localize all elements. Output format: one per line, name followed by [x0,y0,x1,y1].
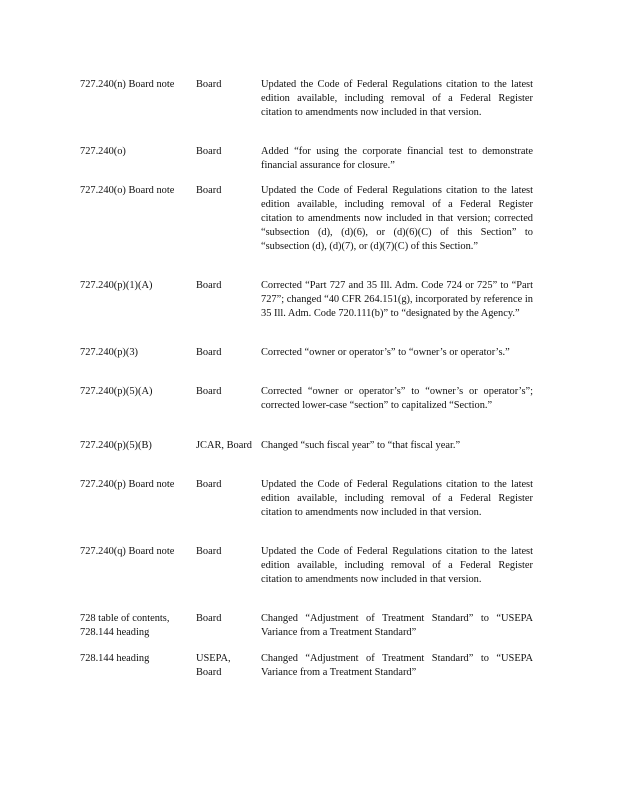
change-description: Changed “Adjustment of Treatment Standard” to “USEPA Variance from a Treatment Standard” [261,613,536,638]
change-source: JCAR, Board [196,440,252,451]
change-source: Board [196,613,222,624]
change-source: USEPA, Board [196,653,234,678]
section-reference: 728 table of contents, 728.144 heading [80,613,173,638]
change-description: Changed “Adjustment of Treatment Standard” to “USEPA Variance from a Treatment Standard” [261,653,536,678]
change-source: Board [196,347,222,358]
section-reference: 727.240(p)(5)(B) [80,440,152,451]
change-source: Board [196,79,222,90]
section-reference: 727.240(q) Board note [80,546,175,557]
change-source: Board [196,185,222,196]
section-reference: 727.240(n) Board note [80,79,175,90]
section-reference: 727.240(p)(1)(A) [80,280,153,291]
change-source: Board [196,280,222,291]
change-source: Board [196,386,222,397]
section-reference: 727.240(p)(3) [80,347,139,358]
change-source: Board [196,146,222,157]
section-reference: 727.240(o) [80,146,126,157]
change-description: Updated the Code of Federal Regulations citation to the latest edition available, including removal of a Federal Register citation to amendments now included in that version. [261,79,536,118]
change-description: Corrected “owner or operator’s” to “owner’s or operator’s.” [261,347,510,358]
section-reference: 727.240(p)(5)(A) [80,386,153,397]
section-reference: 727.240(o) Board note [80,185,175,196]
change-description: Corrected “Part 727 and 35 Ill. Adm. Code 724 or 725” to “Part 727”; changed “40 CFR 264.151(g), incorporated by reference in 35 Ill. Adm. Code 720.111(b)” to “designated by the Agency.” [261,280,536,319]
section-reference: 727.240(p) Board note [80,479,175,490]
change-description: Changed “such fiscal year” to “that fiscal year.” [261,440,461,451]
change-description: Corrected “owner or operator’s” to “owner’s or operator’s”; corrected lower-case “section” to capitalized “Section.” [261,386,536,411]
change-description: Updated the Code of Federal Regulations citation to the latest edition available, including removal of a Federal Register citation to amendments now included in that version. [261,546,536,585]
change-description: Added “for using the corporate financial test to demonstrate financial assurance for closure.” [261,146,536,171]
change-source: Board [196,479,222,490]
change-description: Updated the Code of Federal Regulations citation to the latest edition available, including removal of a Federal Register citation to amendments now included in that version. [261,479,536,518]
change-source: Board [196,546,222,557]
section-reference: 728.144 heading [80,653,150,664]
change-description: Updated the Code of Federal Regulations citation to the latest edition available, including removal of a Federal Register citation to amendments now included in that version; corrected “subsection (d), (d)(6), or (d)(6)(C) of this Section” to “subsection (d), (d)(7), or (d)(7)(C) of this Section.” [261,185,536,252]
